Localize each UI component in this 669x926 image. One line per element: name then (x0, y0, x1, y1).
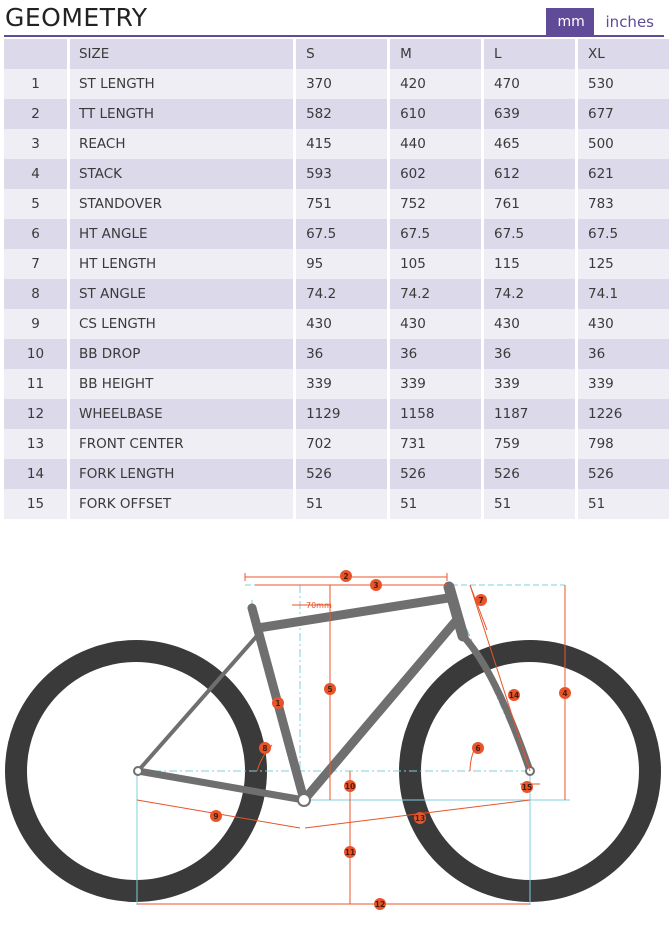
row-label: FORK OFFSET (70, 489, 296, 519)
row-value: 610 (390, 99, 484, 129)
row-label: STANDOVER (70, 189, 296, 219)
geometry-table (4, 39, 669, 519)
header-divider (4, 35, 664, 37)
row-value: 339 (390, 369, 484, 399)
row-value: 339 (484, 369, 578, 399)
dimension-marker-label: 11 (344, 848, 356, 857)
header-cell-m: M (390, 39, 484, 69)
row-value: 74.2 (484, 279, 578, 309)
chain-stay (138, 771, 304, 800)
row-value: 36 (390, 339, 484, 369)
table-row (4, 189, 669, 219)
row-value: 115 (484, 249, 578, 279)
row-number: 11 (4, 369, 70, 399)
row-value: 67.5 (390, 219, 484, 249)
row-number: 2 (4, 99, 70, 129)
table-row (4, 219, 669, 249)
row-value: 370 (296, 69, 390, 99)
row-value: 582 (296, 99, 390, 129)
page-title: GEOMETRY (5, 3, 148, 32)
row-value: 798 (578, 429, 669, 459)
row-label: HT LENGTH (70, 249, 296, 279)
row-value: 731 (390, 429, 484, 459)
row-value: 612 (484, 159, 578, 189)
row-value: 440 (390, 129, 484, 159)
dimension-marker-label: 10 (344, 782, 356, 791)
row-value: 751 (296, 189, 390, 219)
table-row (4, 159, 669, 189)
row-value: 465 (484, 129, 578, 159)
row-label: REACH (70, 129, 296, 159)
dimension-marker-label: 15 (521, 783, 533, 792)
row-value: 67.5 (296, 219, 390, 249)
dimension-marker-label: 3 (373, 581, 379, 590)
dimension-marker-label: 1 (275, 699, 281, 708)
row-label: HT ANGLE (70, 219, 296, 249)
row-value: 702 (296, 429, 390, 459)
dimension-marker-label: 14 (508, 691, 520, 700)
header-cell-s: S (296, 39, 390, 69)
header-cell-xl: XL (578, 39, 669, 69)
row-label: WHEELBASE (70, 399, 296, 429)
dimension-marker-label: 8 (262, 744, 268, 753)
row-value: 51 (484, 489, 578, 519)
row-value: 74.2 (296, 279, 390, 309)
row-number: 14 (4, 459, 70, 489)
row-value: 526 (578, 459, 669, 489)
row-value: 339 (296, 369, 390, 399)
row-value: 783 (578, 189, 669, 219)
table-row (4, 69, 669, 99)
row-value: 500 (578, 129, 669, 159)
row-value: 761 (484, 189, 578, 219)
row-value: 95 (296, 249, 390, 279)
dimension-marker-label: 6 (475, 744, 481, 753)
row-number: 8 (4, 279, 70, 309)
row-value: 105 (390, 249, 484, 279)
row-value: 526 (390, 459, 484, 489)
table-row (4, 339, 669, 369)
bottom-bracket (298, 794, 310, 806)
dimension-marker-label: 5 (327, 685, 333, 694)
frame (138, 587, 533, 800)
row-label: TT LENGTH (70, 99, 296, 129)
table-row (4, 99, 669, 129)
rear-axle (134, 767, 142, 775)
row-number: 10 (4, 339, 70, 369)
row-value: 1129 (296, 399, 390, 429)
row-value: 74.1 (578, 279, 669, 309)
header-cell-l: L (484, 39, 578, 69)
row-value: 67.5 (484, 219, 578, 249)
row-value: 415 (296, 129, 390, 159)
row-value: 639 (484, 99, 578, 129)
row-value: 430 (296, 309, 390, 339)
table-row (4, 459, 669, 489)
row-value: 1158 (390, 399, 484, 429)
row-value: 51 (390, 489, 484, 519)
row-value: 420 (390, 69, 484, 99)
row-number: 12 (4, 399, 70, 429)
row-value: 1187 (484, 399, 578, 429)
row-label: ST LENGTH (70, 69, 296, 99)
row-number: 6 (4, 219, 70, 249)
row-label: BB DROP (70, 339, 296, 369)
dimension-marker-label: 12 (374, 900, 386, 909)
row-value: 621 (578, 159, 669, 189)
dimension-marker-label: 7 (478, 596, 484, 605)
row-number: 15 (4, 489, 70, 519)
header (0, 0, 669, 38)
row-label: STACK (70, 159, 296, 189)
row-value: 526 (296, 459, 390, 489)
row-number: 9 (4, 309, 70, 339)
header-cell-size: SIZE (70, 39, 296, 69)
row-value: 430 (578, 309, 669, 339)
row-value: 36 (296, 339, 390, 369)
row-value: 759 (484, 429, 578, 459)
unit-toggle (546, 8, 660, 36)
table-row (4, 369, 669, 399)
row-value: 526 (484, 459, 578, 489)
row-label: BB HEIGHT (70, 369, 296, 399)
row-value: 67.5 (578, 219, 669, 249)
row-value: 51 (296, 489, 390, 519)
table-header-row (4, 39, 669, 69)
row-number: 7 (4, 249, 70, 279)
table-row (4, 429, 669, 459)
top-tube (258, 598, 448, 628)
row-value: 339 (578, 369, 669, 399)
dimension-marker-label: 13 (414, 814, 426, 823)
bike-geometry-diagram (0, 560, 669, 926)
header-cell-num (4, 39, 70, 69)
row-value: 470 (484, 69, 578, 99)
row-value: 1226 (578, 399, 669, 429)
row-value: 125 (578, 249, 669, 279)
row-value: 593 (296, 159, 390, 189)
row-value: 602 (390, 159, 484, 189)
row-value: 36 (484, 339, 578, 369)
dimension-marker-label: 9 (213, 812, 219, 821)
row-value: 530 (578, 69, 669, 99)
unit-inches-button[interactable]: inches (605, 13, 654, 31)
row-number: 1 (4, 69, 70, 99)
dimension-marker-label: 4 (562, 689, 568, 698)
table-row (4, 489, 669, 519)
row-label: FRONT CENTER (70, 429, 296, 459)
row-number: 5 (4, 189, 70, 219)
table-row (4, 399, 669, 429)
row-label: FORK LENGTH (70, 459, 296, 489)
dimension-marker-label: 2 (343, 572, 349, 581)
row-value: 752 (390, 189, 484, 219)
row-label: ST ANGLE (70, 279, 296, 309)
table-row (4, 279, 669, 309)
row-value: 51 (578, 489, 669, 519)
row-value: 430 (484, 309, 578, 339)
row-value: 74.2 (390, 279, 484, 309)
table-row (4, 309, 669, 339)
table-row (4, 129, 669, 159)
row-value: 36 (578, 339, 669, 369)
unit-mm-button[interactable]: mm (546, 8, 594, 36)
row-value: 430 (390, 309, 484, 339)
row-value: 677 (578, 99, 669, 129)
fork-offset-label: 70mm (306, 601, 332, 610)
row-number: 3 (4, 129, 70, 159)
row-number: 4 (4, 159, 70, 189)
table-row (4, 249, 669, 279)
row-number: 13 (4, 429, 70, 459)
row-label: CS LENGTH (70, 309, 296, 339)
